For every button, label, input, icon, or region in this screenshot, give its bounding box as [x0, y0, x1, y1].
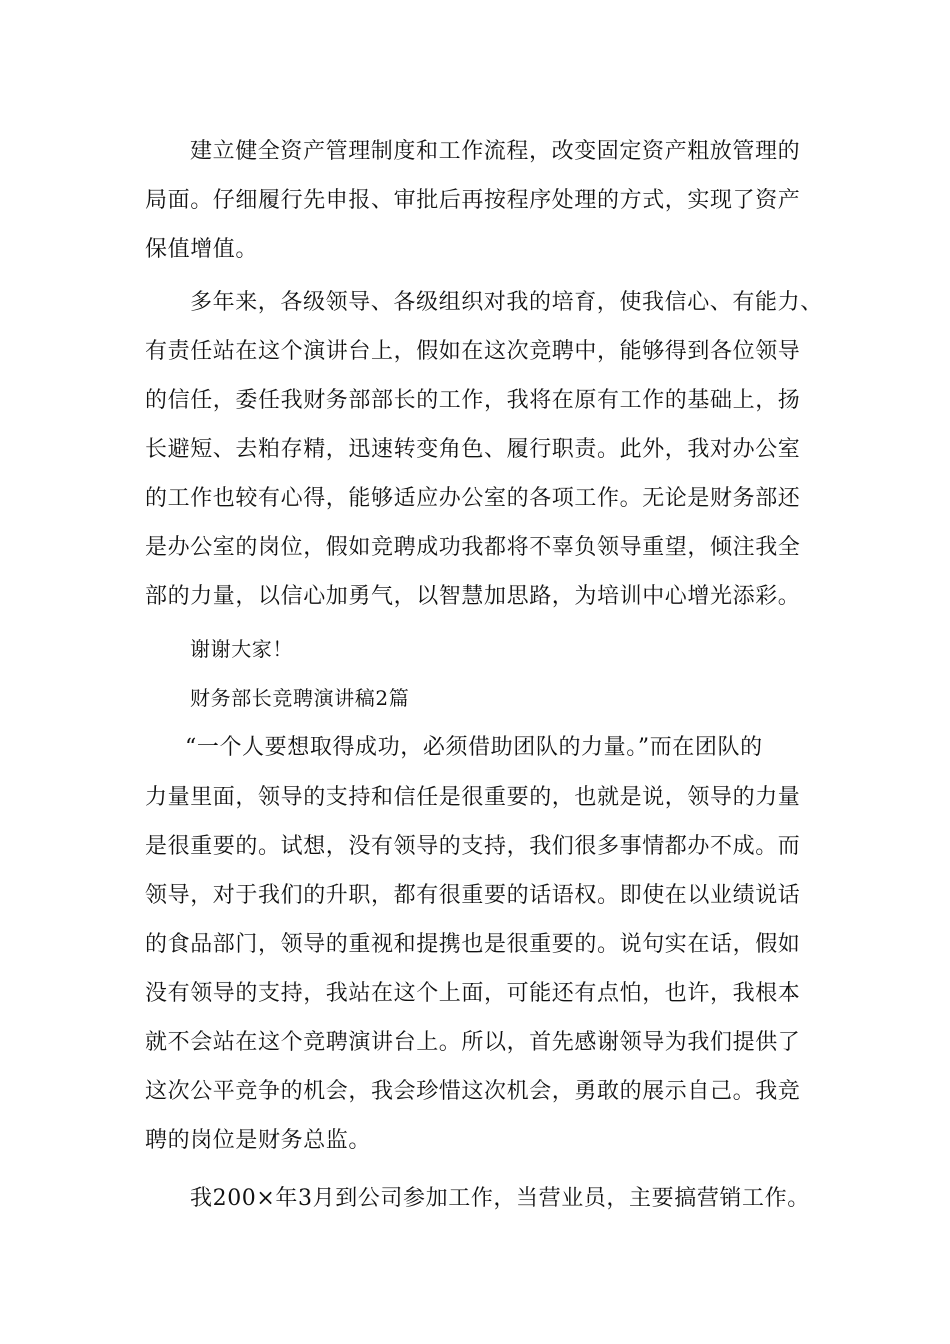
paragraph-3-line-7: 就不会站在这个竞聘演讲台上。所以，首先感谢领导为我们提供了	[145, 1030, 801, 1055]
paragraph-3-line-9: 聘的岗位是财务总监。	[145, 1128, 372, 1153]
paragraph-3-line-5: 的食品部门，领导的重视和提携也是很重要的。说句实在话，假如	[145, 932, 801, 957]
paragraph-3-line-8: 这次公平竞争的机会，我会珍惜这次机会，勇敢的展示自己。我竞	[145, 1079, 801, 1104]
paragraph-3-line-3: 是很重要的。试想，没有领导的支持，我们很多事情都办不成。而	[145, 834, 801, 859]
paragraph-2-line-6: 是办公室的岗位，假如竞聘成功我都将不辜负领导重望，倾注我全	[145, 535, 801, 560]
paragraph-1-line-1: 建立健全资产管理制度和工作流程，改变固定资产粗放管理的	[190, 139, 801, 164]
paragraph-2-line-2: 有责任站在这个演讲台上，假如在这次竞聘中，能够得到各位领导	[145, 339, 801, 364]
paragraph-3-line-4: 领导，对于我们的升职，都有很重要的话语权。即使在以业绩说话	[145, 883, 801, 908]
paragraph-1-line-2: 局面。仔细履行先申报、审批后再按程序处理的方式，实现了资产	[145, 188, 801, 213]
section-title: 财务部长竞聘演讲稿2篇	[190, 686, 410, 710]
paragraph-3-line-6: 没有领导的支持，我站在这个上面，可能还有点怕，也许，我根本	[145, 981, 801, 1006]
paragraph-1-line-3: 保值增值。	[145, 237, 259, 262]
paragraph-2-line-3: 的信任，委任我财务部部长的工作，我将在原有工作的基础上，扬	[145, 388, 801, 413]
thanks-line: 谢谢大家！	[190, 637, 293, 661]
paragraph-4-line-1: 我200×年3月到公司参加工作，当营业员，主要搞营销工作。	[190, 1186, 810, 1211]
paragraph-3-line-2: 力量里面，领导的支持和信任是很重要的，也就是说，领导的力量	[145, 785, 801, 810]
paragraph-2-line-1: 多年来，各级领导、各级组织对我的培育，使我信心、有能力、	[190, 290, 823, 315]
paragraph-2-line-4: 长避短、去粕存精，迅速转变角色、履行职责。此外，我对办公室	[145, 437, 801, 462]
paragraph-2-line-5: 的工作也较有心得，能够适应办公室的各项工作。无论是财务部还	[145, 486, 801, 511]
paragraph-3-line-1: “一个人要想取得成功，必须借助团队的力量。”而在团队的	[185, 735, 763, 760]
paragraph-2-line-7: 部的力量，以信心加勇气，以智慧加思路，为培训中心增光添彩。	[145, 584, 801, 609]
